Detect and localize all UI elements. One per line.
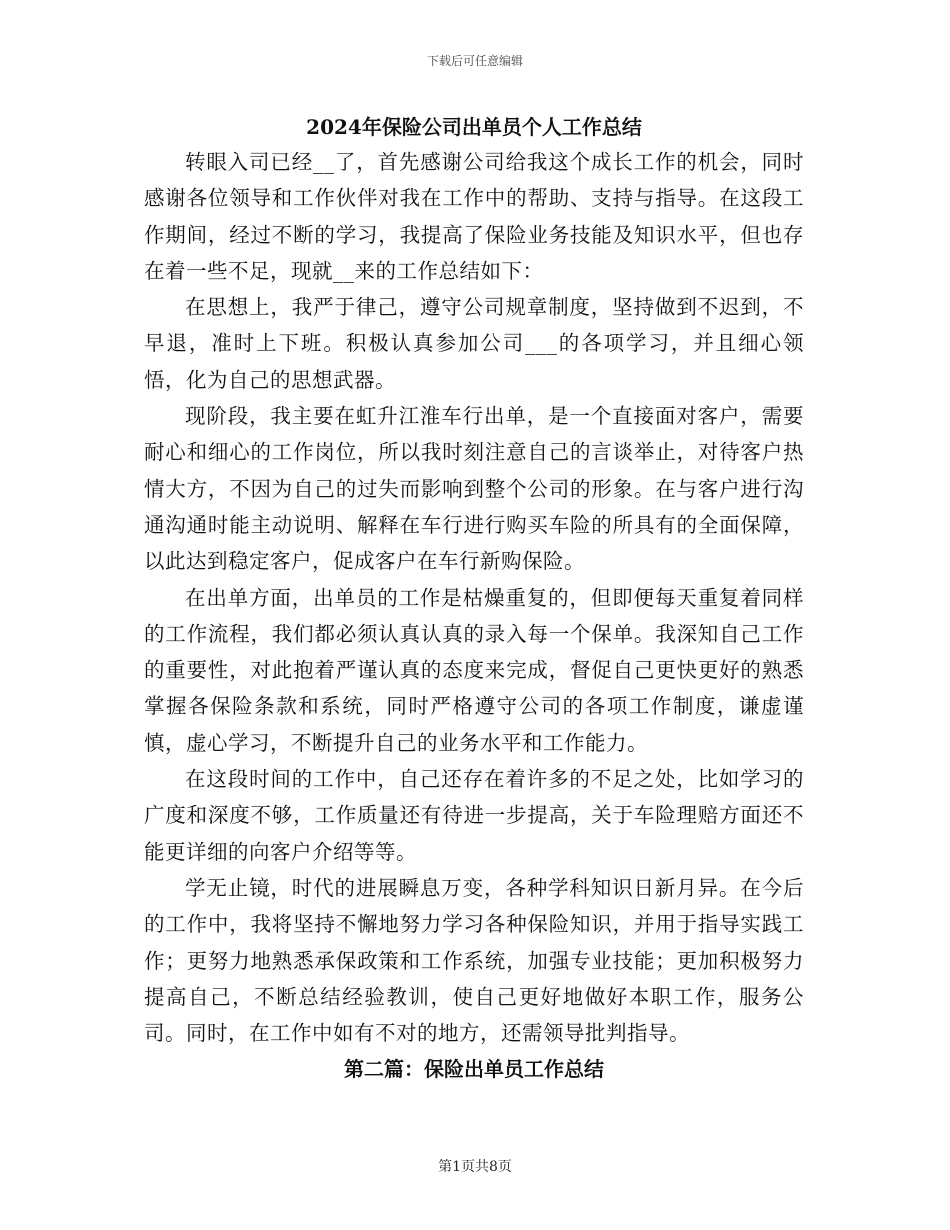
- paragraph-2: 在思想上，我严于律己，遵守公司规章制度，坚持做到不迟到，不早退，准时上下班。积极认真参加公司___的各项学习，并且细心领悟，化为自己的思想武器。: [144, 295, 804, 392]
- document-body: [144, 110, 804, 1087]
- page-footer: 第1页共8页: [438, 1159, 512, 1175]
- paragraph-4: 在出单方面，出单员的工作是枯燥重复的，但即便每天重复着同样的工作流程，我们都必须认真认真的录入每一个保单。我深知自己工作的重要性，对此抱着严谨认真的态度来完成，督促自己更快更好的熟悉掌握各保险条款和系统，同时严格遵守公司的各项工作制度，谦虚谨慎，虚心学习，不断提升自己的业务水平和工作能力。: [144, 585, 804, 755]
- page-header: 下载后可任意编辑: [426, 54, 523, 68]
- paragraph-1: 转眼入司已经__了，首先感谢公司给我这个成长工作的机会，同时感谢各位领导和工作伙伴对我在工作中的帮助、支持与指导。在这段工作期间，经过不断的学习，我提高了保险业务技能及知识水平，但也存在着一些不足，现就__来的工作总结如下：: [144, 150, 804, 283]
- paragraph-6: 学无止镜，时代的进展瞬息万变，各种学科知识日新月异。在今后的工作中，我将坚持不懈地努力学习各种保险知识，并用于指导实践工作；更努力地熟悉承保政策和工作系统，加强专业技能；更加积极努力提高自己，不断总结经验教训，使自己更好地做好本职工作，服务公司。同时，在工作中如有不对的地方，还需领导批判指导。: [144, 875, 804, 1046]
- paragraph-5: 在这段时间的工作中，自己还存在着许多的不足之处，比如学习的广度和深度不够，工作质量还有待进一步提高，关于车险理赔方面还不能更详细的向客户介绍等等。: [144, 767, 804, 864]
- section-title: 第二篇：保险出单员工作总结: [344, 1057, 604, 1082]
- paragraph-3: 现阶段，我主要在虹升江淮车行出单，是一个直接面对客户，需要耐心和细心的工作岗位，所以我时刻注意自己的言谈举止，对待客户热情大方，不因为自己的过失而影响到整个公司的形象。在与客户进行沟通沟通时能主动说明、解释在车行进行购买车险的所具有的全面保障，以此达到稳定客户，促成客户在车行新购保险。: [144, 404, 804, 574]
- document-title: 2024年保险公司出单员个人工作总结: [306, 115, 642, 139]
